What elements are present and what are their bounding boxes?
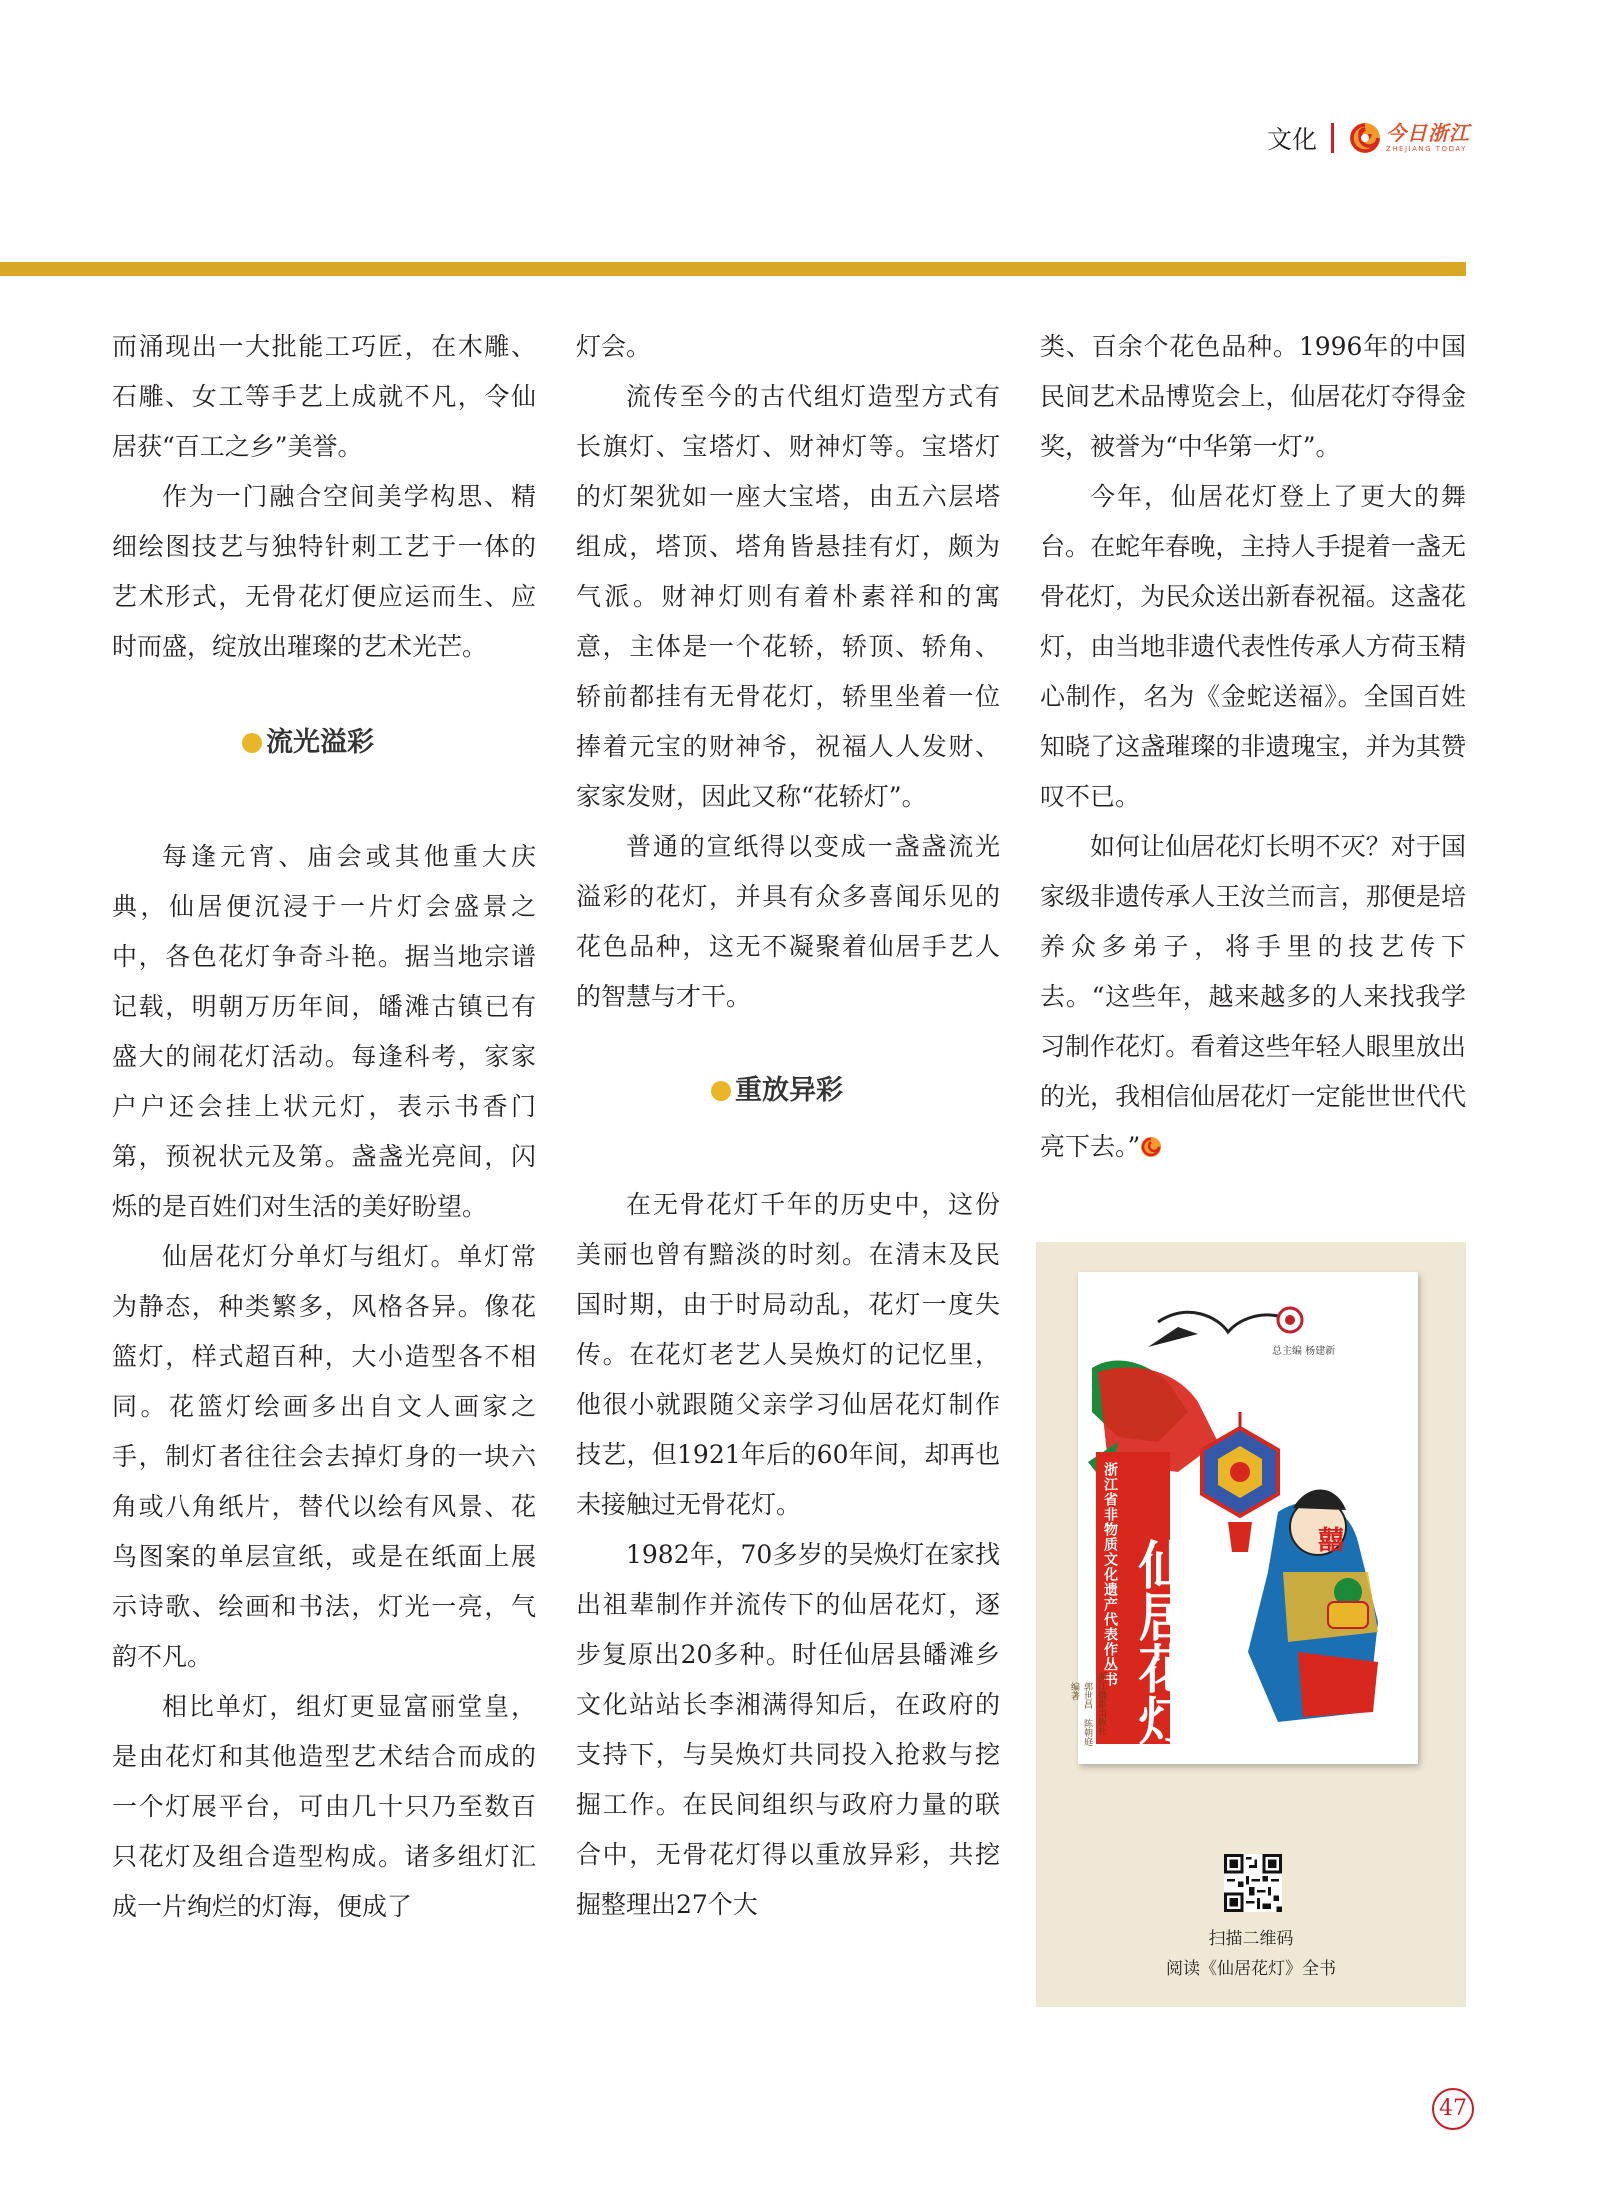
- section-heading: [112, 718, 536, 768]
- text-column-3: [1040, 322, 1466, 1172]
- section-heading-text: 重放异彩: [735, 1075, 843, 1106]
- qr-caption-line: 阅读《仙居花灯》全书: [1166, 1959, 1336, 1979]
- logo-cn: 今日浙江: [1386, 121, 1470, 145]
- paragraph: 今年，仙居花灯登上了更大的舞台。在蛇年春晚，主持人手提着一盏无骨花灯，为民众送出新春祝福。这盏花灯，由当地非遗代表性传承人方荷玉精心制作，名为《金蛇送福》。全国百姓知晓了这盏璀璨的非遗瑰宝，并为其赞叹不已。: [1040, 482, 1466, 811]
- paragraph: [1040, 822, 1466, 1172]
- book-series: 浙江省非物质文化遗产代表作丛书: [1102, 1462, 1118, 1687]
- section-name: 文化: [1266, 125, 1317, 154]
- paragraph: 仙居花灯分单灯与组灯。单灯常为静态，种类繁多，风格各异。像花篮灯，样式超百种，大小造型各不相同。花篮灯绘画多出自文人画家之手，制灯者往往会去掉灯身的一块六角或八角纸片，替代以绘有风景、花鸟图案的单层宣纸，或是在纸面上展示诗歌、绘画和书法，灯光一亮，气韵不凡。: [112, 1242, 536, 1671]
- book-publisher: 浙江摄影出版社: [1096, 1672, 1106, 1735]
- book-promo-panel: [1036, 1242, 1466, 2007]
- paragraph: 相比单灯，组灯更显富丽堂皇，是由花灯和其他造型艺术结合而成的一个灯展平台，可由几十只乃至数百只花灯及组合造型构成。诸多组灯汇成一片绚烂的灯海，便成了: [112, 1692, 536, 1921]
- page-number: 47: [1432, 2088, 1474, 2130]
- section-heading-text: 流光溢彩: [266, 727, 374, 758]
- paragraph-text: 如何让仙居花灯长明不灭？对于国家级非遗传承人王汝兰而言，那便是培养众多弟子，将手里的技艺传下去。“这些年，越来越多的人来找我学习制作花灯。看着这些年轻人眼里放出的光，我相信仙居花灯一定能世世代代亮下去。”: [1040, 832, 1466, 1161]
- bullet-dot-icon: [242, 733, 262, 753]
- paragraph: 普通的宣纸得以变成一盏盏流光溢彩的花灯，并具有众多喜闻乐见的花色品种，这无不凝聚着仙居手艺人的智慧与才干。: [576, 832, 1000, 1011]
- logo-swirl-icon: [1348, 121, 1382, 155]
- paragraph: 1982年，70多岁的吴焕灯在家找出祖辈制作并流传下的仙居花灯，逐步复原出20多种。时任仙居县皤滩乡文化站站长李湘满得知后，在政府的支持下，与吴焕灯共同投入抢救与挖掘工作。在民间组织与政府力量的联合中，无骨花灯得以重放异彩，共挖掘整理出27个大: [576, 1540, 1000, 1919]
- logo-en: ZHEJIANG TODAY: [1386, 145, 1467, 153]
- qr-caption: [1036, 1924, 1466, 1984]
- paragraph: 灯会。: [576, 332, 652, 361]
- paragraph: 在无骨花灯千年的历史中，这份美丽也曾有黯淡的时刻。在清末及民国时期，由于时局动乱，花灯一度失传。在花灯老艺人吴焕灯的记忆里，他很小就跟随父亲学习仙居花灯制作技艺，但1921年后的60年间，却再也未接触过无骨花灯。: [576, 1190, 1000, 1519]
- paragraph: 类、百余个花色品种。1996年的中国民间艺术品博览会上，仙居花灯夺得金奖，被誉为“中华第一灯”。: [1040, 332, 1466, 461]
- end-mark-icon: [1140, 1136, 1162, 1158]
- book-editor: 总主编 杨建新: [1272, 1346, 1336, 1357]
- book-title: 仙居花灯: [1129, 1538, 1190, 1746]
- qr-caption-line: 扫描二维码: [1208, 1929, 1294, 1949]
- book-authors: 郭世昌 陈朝庭 编著: [1069, 1682, 1092, 1746]
- book-cover[interactable]: [1069, 1272, 1418, 1764]
- section-heading: [576, 1066, 1000, 1116]
- paragraph: 而涌现出一大批能工巧匠，在木雕、石雕、女工等手艺上成就不凡，令仙居获“百工之乡”美誉。: [112, 332, 536, 461]
- bullet-dot-icon: [711, 1081, 731, 1101]
- text-column-2: [576, 322, 1000, 1930]
- text-column-1: [112, 322, 536, 1932]
- paragraph: 流传至今的古代组灯造型方式有长旗灯、宝塔灯、财神灯等。宝塔灯的灯架犹如一座大宝塔，由五六层塔组成，塔顶、塔角皆悬挂有灯，颇为气派。财神灯则有着朴素祥和的寓意，主体是一个花轿，轿顶、轿角、轿前都挂有无骨花灯，轿里坐着一位捧着元宝的财神爷，祝福人人发财、家家发财，因此又称“花轿灯”。: [576, 382, 1000, 811]
- magazine-logo: [1348, 121, 1470, 155]
- paragraph: 每逢元宵、庙会或其他重大庆典，仙居便沉浸于一片灯会盛景之中，各色花灯争奇斗艳。据当地宗谱记载，明朝万历年间，皤滩古镇已有盛大的闹花灯活动。每逢科考，家家户户还会挂上状元灯，表示书香门第，预祝状元及第。盏盏光亮间，闪烁的是百姓们对生活的美好盼望。: [112, 842, 536, 1221]
- book-double-happiness: 囍: [1318, 1526, 1345, 1556]
- header-divider: [1331, 123, 1334, 153]
- qr-code-icon[interactable]: [1224, 1854, 1282, 1912]
- header-rule: [0, 262, 1466, 276]
- paragraph: 作为一门融合空间美学构思、精细绘图技艺与独特针刺工艺于一体的艺术形式，无骨花灯便应运而生、应时而盛，绽放出璀璨的艺术光芒。: [112, 482, 536, 661]
- page-header: [1267, 118, 1470, 158]
